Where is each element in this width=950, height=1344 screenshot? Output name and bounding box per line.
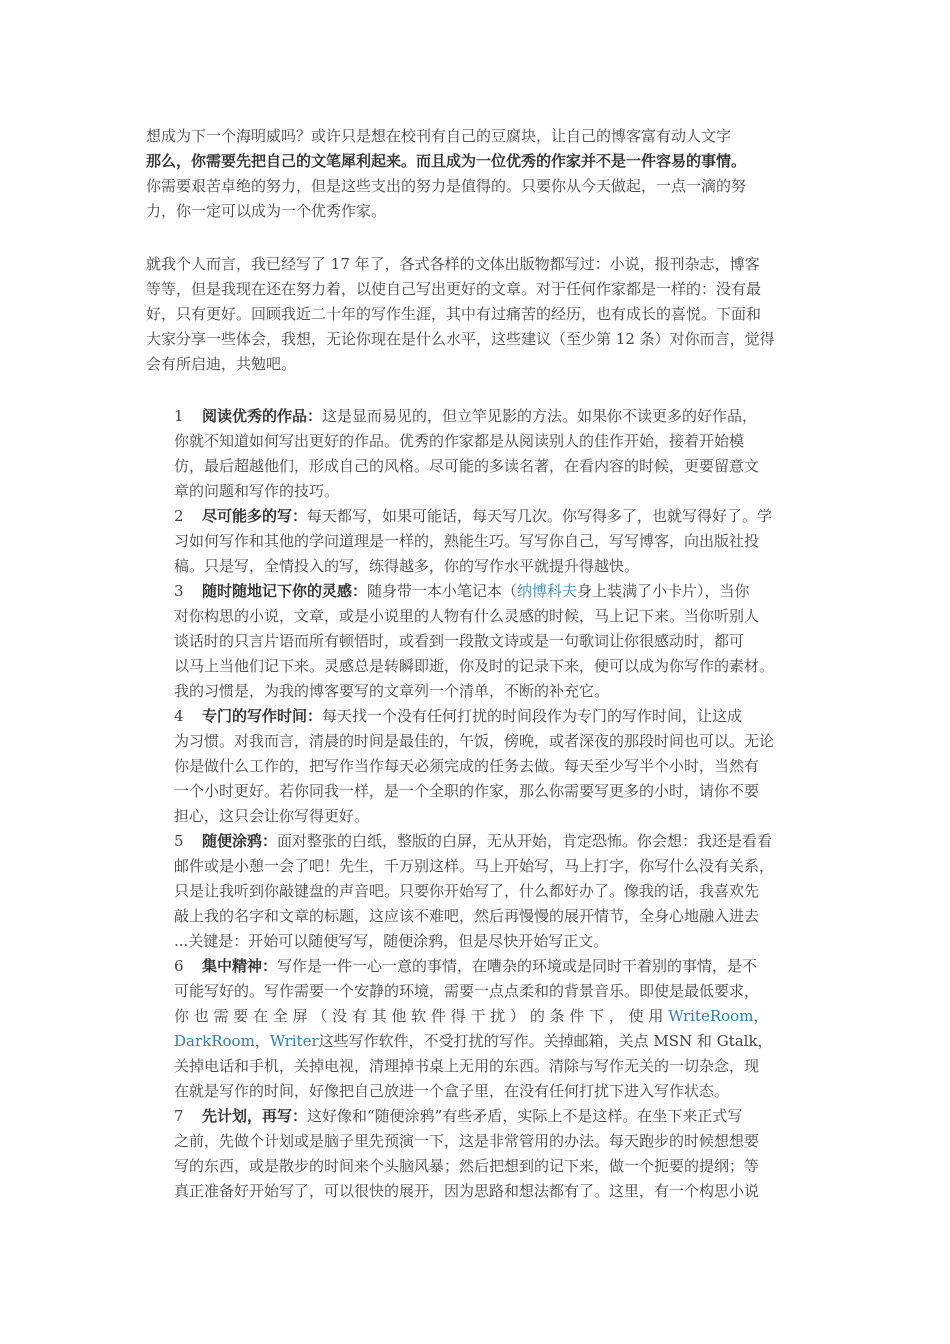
tip-text: 写的东西，或是散步的时间来个头脑风暴；然后把想到的记下来，做一个扼要的提纲；等 (174, 1157, 760, 1175)
nabokov-link[interactable]: 纳博科夫 (517, 582, 578, 600)
tip-number: 3 (174, 582, 184, 600)
tip-text: 邮件或是小憩一会了吧！先生，千万别这样。马上开始写，马上打字，你写什么没有关系， (174, 857, 775, 875)
writer-link[interactable]: Writer (269, 1032, 319, 1050)
tip-text: 你是做什么工作的，把写作当作每天必须完成的任务去做。每天至少写半个小时，当然有 (174, 757, 760, 775)
tip-text: 章的问题和写作的技巧。 (174, 482, 340, 500)
tip-text: 担心，这只会让你写得更好。 (174, 807, 370, 825)
tip-text: 写作是一件一心一意的事情，在嘈杂的环境或是同时干着别的事情，是不 (277, 957, 758, 975)
tip-title: 集中精神： (202, 957, 278, 975)
tip-text: 每天找一个没有任何打扰的时间段作为专门的写作时间，让这成 (322, 707, 743, 725)
tip-text: 敲上我的名字和文章的标题，这应该不难吧，然后再慢慢的展开情节，全身心地融入进去 (174, 907, 760, 925)
writeroom-link[interactable]: WriteRoom (668, 1007, 754, 1025)
tip-title: 随时随地记下你的灵感： (202, 582, 368, 600)
intro-line: 你需要艰苦卓绝的努力，但是这些支出的努力是值得的。只要你从今天做起，一点一滴的努 (146, 177, 747, 195)
personal-paragraph (146, 252, 810, 377)
tip-text: 以马上当他们记下来。灵感总是转瞬即逝，你及时的记录下来，便可以成为你写作的素材。 (174, 657, 775, 675)
intro-line: 想成为下一个海明威吗？或许只是想在校刊有自己的豆腐块，让自己的博客富有动人文字 (146, 127, 732, 145)
tip-text: 面对整张的白纸，整版的白屏，无从开始，肯定恐怖。你会想：我还是看看 (277, 832, 773, 850)
tip-text: 习如何写作和其他的学问道理是一样的，熟能生巧。写写你自己，写写博客，向出版社投 (174, 532, 760, 550)
tip-7 (174, 1104, 810, 1204)
personal-line: 大家分享一些体会，我想，无论你现在是什么水平，这些建议（至少第 12 条）对你而言，觉得 (146, 330, 775, 348)
tip-text: 可能写好的。写作需要一个安静的环境，需要一点点柔和的背景音乐。即使是最低要求， (174, 982, 760, 1000)
tip-text: 仿，最后超越他们，形成自己的风格。尽可能的多读名著，在看内容的时候，更要留意文 (174, 457, 760, 475)
tip-5 (174, 829, 810, 954)
tip-4 (174, 704, 810, 829)
tip-title: 阅读优秀的作品： (202, 407, 323, 425)
tip-title: 随便涂鸦： (202, 832, 278, 850)
tip-text: 稿。只是写，全情投入的写，练得越多，你的写作水平就提升得越快。 (174, 557, 640, 575)
intro-paragraph (146, 124, 810, 224)
tip-text: 身上装满了小卡片），当你 (577, 582, 750, 600)
tip-text: 我的习惯是，为我的博客要写的文章列一个清单，不断的补充它。 (174, 682, 610, 700)
tip-text: 随身带一本小笔记本（ (367, 582, 518, 600)
tip-number: 6 (174, 957, 184, 975)
tip-text: 真正准备好开始写了，可以很快的展开，因为思路和想法都有了。这里，有一个构思小说 (174, 1182, 760, 1200)
tip-text: ...关键是：开始可以随便写写，随便涂鸦，但是尽快开始写正文。 (174, 932, 609, 950)
tip-number: 4 (174, 707, 184, 725)
tip-text: 谈话时的只言片语而所有顿悟时，或看到一段散文诗或是一句歌词让你很感动时，都可 (174, 632, 745, 650)
tip-number: 5 (174, 832, 184, 850)
tip-text: 关掉电话和手机，关掉电视，清理掉书桌上无用的东西。清除与写作无关的一切杂念，现 (174, 1057, 760, 1075)
tip-text: 你就不知道如何写出更好的作品。优秀的作家都是从阅读别人的佳作开始，接着开始模 (174, 432, 745, 450)
tip-2 (174, 504, 810, 579)
tip-text: 只是让我听到你敲键盘的声音吧。只要你开始写了，什么都好办了。像我的话，我喜欢先 (174, 882, 760, 900)
tip-1 (174, 404, 810, 504)
tip-title: 先计划，再写： (202, 1107, 308, 1125)
tip-title: 专门的写作时间： (202, 707, 323, 725)
tip-text: 对你构思的小说，文章，或是小说里的人物有什么灵感的时候，马上记下来。当你听别人 (174, 607, 760, 625)
tip-text: 为习惯。对我而言，清晨的时间是最佳的，午饭，傍晚，或者深夜的那段时间也可以。无论 (174, 732, 775, 750)
tip-text: 在就是写作的时间，好像把自己放进一个盒子里，在没有任何打扰下进入写作状态。 (174, 1082, 730, 1100)
tip-number: 7 (174, 1107, 184, 1125)
tip-text: 这好像和“随便涂鸦”有些矛盾，实际上不是这样。在坐下来正式写 (307, 1107, 743, 1125)
tip-3 (174, 579, 810, 704)
tip-number: 1 (174, 407, 184, 425)
intro-line: 力，你一定可以成为一个优秀作家。 (146, 202, 387, 220)
personal-line: 会有所启迪，共勉吧。 (146, 355, 297, 373)
tip-text: 这是显而易见的，但立竿见影的方法。如果你不读更多的好作品， (322, 407, 758, 425)
personal-line: 好，只有更好。回顾我近二十年的写作生涯，其中有过痛苦的经历，也有成长的喜悦。下面和 (146, 305, 762, 323)
intro-bold-line: 那么，你需要先把自己的文笔犀利起来。而且成为一位优秀的作家并不是一件容易的事情。 (146, 152, 747, 170)
tip-text: ， (753, 1007, 769, 1025)
tip-text: ， (254, 1032, 270, 1050)
darkroom-link[interactable]: DarkRoom (174, 1032, 255, 1050)
tip-title: 尽可能多的写： (202, 507, 308, 525)
tip-text: 这些写作软件，不受打扰的写作。关掉邮箱，关点 MSN 和 Gtalk， (318, 1032, 773, 1050)
tip-number: 2 (174, 507, 184, 525)
tip-text: 你 也 需 要 在 全 屏 （ 没 有 其 他 软 件 得 干 扰 ） 的 条 件 下 ， 使 用 (174, 1007, 669, 1025)
tip-6 (174, 954, 810, 1104)
personal-line: 等等，但是我现在还在努力着，以使自己写出更好的文章。对于任何作家都是一样的：没有最 (146, 280, 762, 298)
tip-text: 之前，先做个计划或是脑子里先预演一下，这是非常管用的办法。每天跑步的时候想想要 (174, 1132, 760, 1150)
tip-text: 一个小时更好。若你同我一样，是一个全职的作家，那么你需要写更多的小时，请你不要 (174, 782, 760, 800)
tip-text: 每天都写，如果可能话，每天写几次。你写得多了，也就写得好了。学 (307, 507, 773, 525)
personal-line: 就我个人而言，我已经写了 17 年了，各式各样的文体出版物都写过：小说，报刊杂志，博客 (146, 255, 760, 273)
